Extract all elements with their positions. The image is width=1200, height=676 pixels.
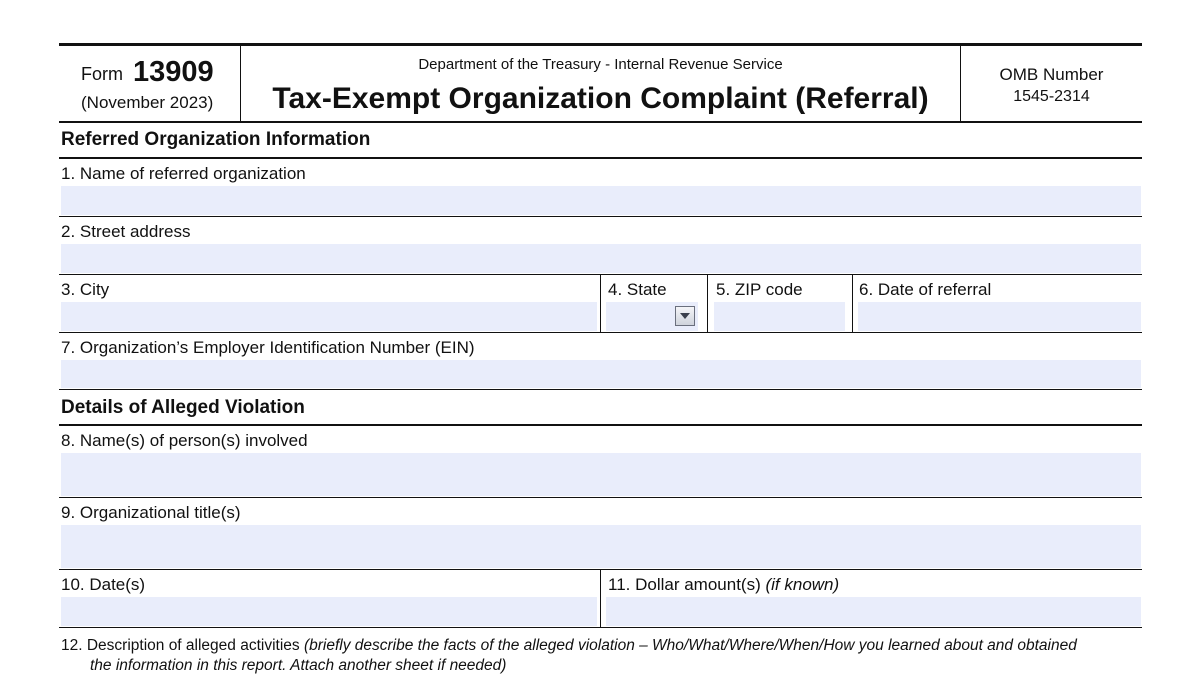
description-note-line2: the information in this report. Attach another sheet if needed) (90, 657, 507, 674)
section-divider (59, 157, 1142, 159)
omb-box (961, 46, 1142, 121)
omb-number: 1545-2314 (1013, 88, 1090, 105)
ein-input[interactable] (61, 360, 1141, 388)
field-label-dates: 10. Date(s) (61, 575, 146, 594)
chevron-down-icon (680, 313, 690, 320)
dollar-amounts-input[interactable] (606, 597, 1141, 626)
form-13909-page (59, 0, 1142, 675)
street-address-input[interactable] (61, 244, 1141, 273)
dollar-amounts-note: (if known) (765, 575, 840, 594)
field-label-city: 3. City (61, 280, 110, 299)
omb-label: OMB Number (999, 65, 1104, 84)
description-label-text: 12. Description of alleged activities (61, 637, 300, 654)
zip-code-input[interactable] (714, 302, 845, 331)
department-name: Department of the Treasury - Internal Revenue Service (418, 56, 783, 73)
column-divider (707, 275, 708, 332)
field-label-zip-code: 5. ZIP code (716, 280, 803, 299)
state-dropdown-button[interactable] (675, 306, 695, 326)
field-label-state: 4. State (608, 280, 667, 299)
city-input[interactable] (61, 302, 597, 331)
description-note-line1: (briefly describe the facts of the alleged violation – Who/What/Where/When/How you learned about and obtained (303, 637, 1077, 654)
column-divider (600, 570, 601, 627)
section-title-referred-organization: Referred Organization Information (61, 129, 371, 150)
field-label-ein: 7. Organization’s Employer Identification Number (EIN) (61, 338, 475, 357)
form-header (59, 43, 1142, 123)
field-divider (59, 497, 1142, 498)
field-label-organization-name: 1. Name of referred organization (61, 164, 306, 183)
field-label-description (61, 636, 1141, 676)
field-label-street-address: 2. Street address (61, 222, 191, 241)
field-label-date-of-referral: 6. Date of referral (859, 280, 992, 299)
form-identifier-box (59, 46, 241, 121)
form-revision-date: (November 2023) (81, 93, 214, 112)
field-label-dollar-amounts (608, 575, 839, 595)
field-divider (59, 332, 1142, 333)
date-of-referral-input[interactable] (858, 302, 1141, 331)
column-divider (600, 275, 601, 332)
field-divider (59, 216, 1142, 217)
section-divider (59, 424, 1142, 426)
organizational-titles-input[interactable] (61, 525, 1141, 568)
dates-input[interactable] (61, 597, 597, 626)
field-divider (59, 627, 1142, 628)
dollar-amounts-label-text: 11. Dollar amount(s) (608, 575, 761, 594)
form-title-box (241, 46, 961, 121)
field-label-organizational-titles: 9. Organizational title(s) (61, 503, 241, 522)
persons-involved-input[interactable] (61, 453, 1141, 496)
section-title-alleged-violation: Details of Alleged Violation (61, 397, 305, 418)
field-label-persons-involved: 8. Name(s) of person(s) involved (61, 431, 308, 450)
field-divider (59, 389, 1142, 390)
form-word: Form (81, 64, 123, 84)
form-title: Tax-Exempt Organization Complaint (Referral) (272, 82, 929, 115)
form-number: 13909 (133, 56, 214, 88)
column-divider (852, 275, 853, 332)
organization-name-input[interactable] (61, 186, 1141, 215)
